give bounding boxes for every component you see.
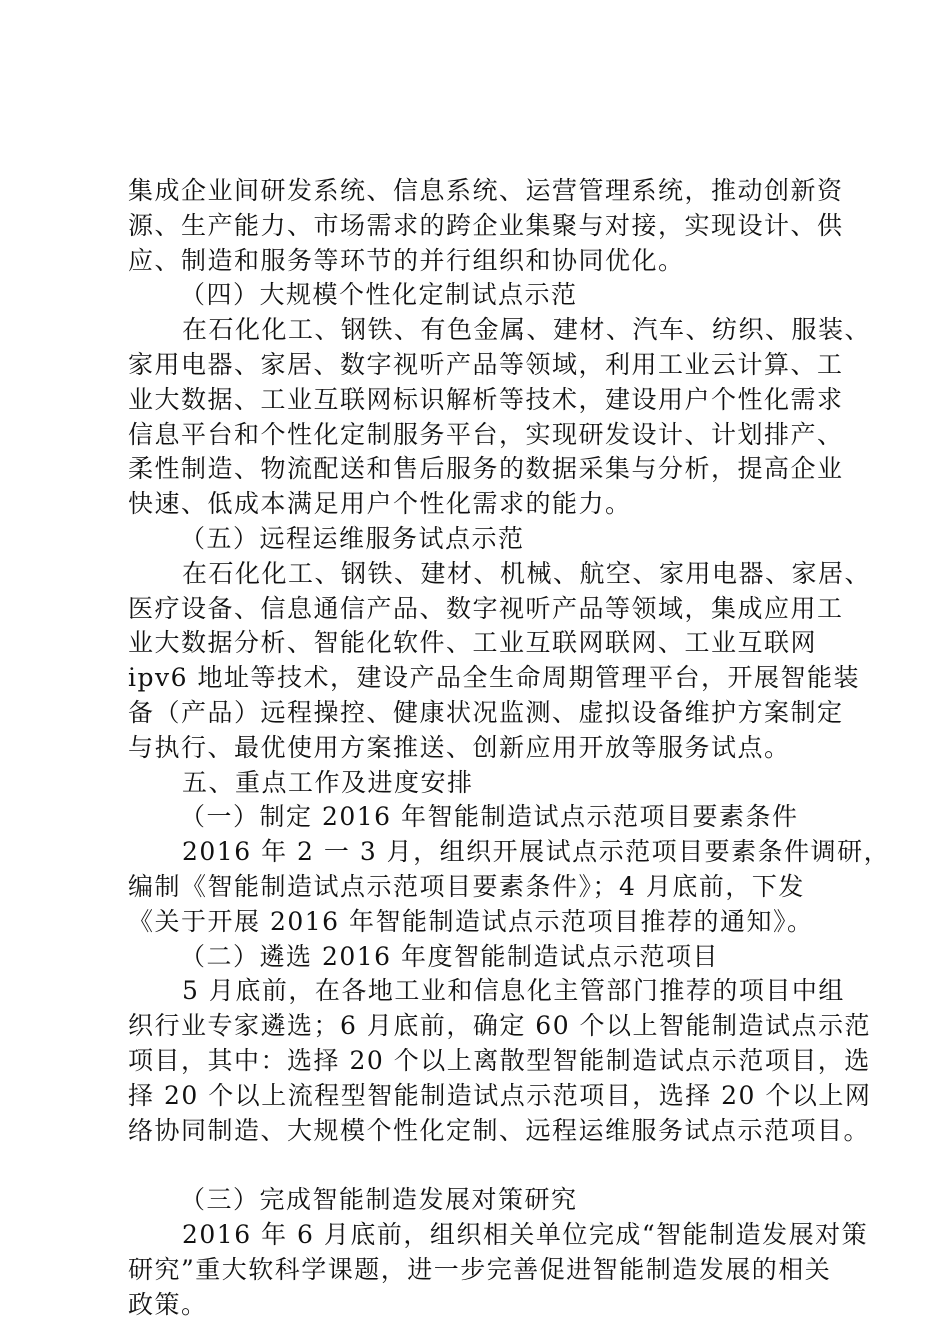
text-line: 业大数据、工业互联网标识解析等技术，建设用户个性化需求: [128, 384, 844, 414]
text-line: 备（产品）远程操控、健康状况监测、虚拟设备维护方案制定: [128, 697, 844, 727]
text-line: 应、制造和服务等环节的并行组织和协同优化。: [128, 245, 685, 275]
text-line: 医疗设备、信息通信产品、数字视听产品等领域，集成应用工: [128, 593, 844, 623]
text-line: 在石化化工、钢铁、有色金属、建材、汽车、纺织、服装、: [182, 315, 872, 345]
text-line: 2016 年 6 月底前，组织相关单位完成“智能制造发展对策: [182, 1219, 869, 1249]
blank-line: [128, 1148, 848, 1183]
text-line: 项目，其中：选择 20 个以上离散型智能制造试点示范项目，选: [128, 1045, 871, 1075]
text-line: 择 20 个以上流程型智能制造试点示范项目，选择 20 个以上网: [128, 1080, 872, 1110]
section-heading-line: （一）制定 2016 年智能制造试点示范项目要素条件: [180, 802, 799, 832]
text-line: 快速、低成本满足用户个性化需求的能力。: [128, 489, 632, 519]
text-line: 《关于开展 2016 年智能制造试点示范项目推荐的通知》。: [128, 906, 814, 936]
text-line: 集成企业间研发系统、信息系统、运营管理系统，推动创新资: [128, 176, 844, 205]
text-line: 业大数据分析、智能化软件、工业互联网联网、工业互联网: [128, 628, 818, 658]
text-line: 在石化化工、钢铁、建材、机械、航空、家用电器、家居、: [182, 558, 872, 588]
text-line: 五、重点工作及进度安排: [182, 767, 474, 797]
document-body: [128, 174, 891, 1322]
text-line: 与执行、最优使用方案推送、创新应用开放等服务试点。: [128, 732, 791, 762]
text-line: ipv6 地址等技术，建设产品全生命周期管理平台，开展智能装: [128, 663, 860, 693]
text-line: 政策。: [128, 1289, 208, 1319]
section-heading-line: （四）大规模个性化定制试点示范: [180, 280, 578, 310]
text-line: 5 月底前，在各地工业和信息化主管部门推荐的项目中组: [182, 976, 845, 1006]
text-line: 柔性制造、物流配送和售后服务的数据采集与分析，提高企业: [128, 454, 844, 484]
section-heading-line: （二）遴选 2016 年度智能制造试点示范项目: [180, 941, 720, 971]
text-line: 信息平台和个性化定制服务平台，实现研发设计、计划排产、: [128, 419, 844, 449]
text-line: 络协同制造、大规模个性化定制、远程运维服务试点示范项目。: [128, 1115, 871, 1145]
text-line: 2016 年 2 一 3 月，组织开展试点示范项目要素条件调研，: [182, 837, 891, 867]
text-line: 源、生产能力、市场需求的跨企业集聚与对接，实现设计、供: [128, 210, 844, 240]
section-heading-line: （三）完成智能制造发展对策研究: [180, 1185, 578, 1215]
text-line: 织行业专家遴选；6 月底前，确定 60 个以上智能制造试点示范: [128, 1011, 872, 1041]
text-line: 编制《智能制造试点示范项目要素条件》；4 月底前，下发: [128, 871, 805, 901]
text-line: 研究”重大软科学课题，进一步完善促进智能制造发展的相关: [128, 1254, 832, 1284]
text-line: 家用电器、家居、数字视听产品等领域，利用工业云计算、工: [128, 349, 844, 379]
section-heading-line: （五）远程运维服务试点示范: [180, 523, 525, 553]
